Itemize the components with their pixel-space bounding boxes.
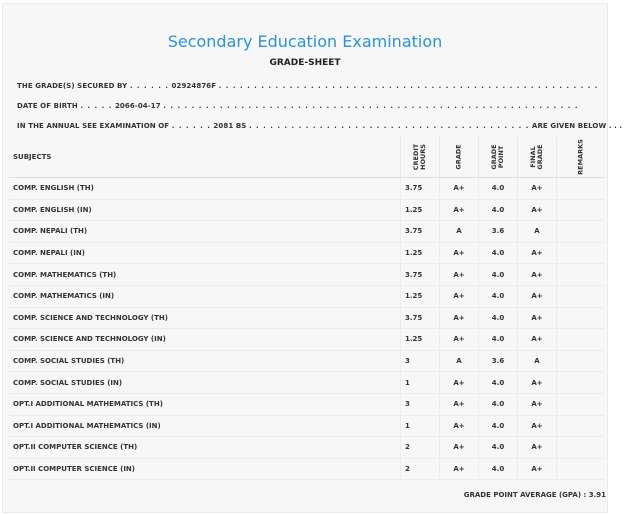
remarks-cell [557,350,606,372]
page-subtitle: GRADE-SHEET [269,58,341,68]
subject-cell: COMP. MATHEMATICS (IN) [9,285,401,307]
grade-point-cell: 4.0 [479,372,518,394]
exam-suffix: ARE GIVEN BELOW . . . [531,122,623,130]
grade-cell: A+ [440,264,479,286]
gpa-line [464,491,606,499]
credit-hours-cell: 3 [401,393,440,415]
table-header-row [9,137,605,178]
subject-cell: OPT.II COMPUTER SCIENCE (TH) [9,437,401,459]
grades-table [9,137,605,480]
final-grade-cell: A+ [518,393,557,415]
grade-point-cell: 4.0 [479,285,518,307]
remarks-cell [557,285,606,307]
table-row [9,329,605,351]
final-grade-cell: A [518,350,557,372]
grade-cell: A+ [440,285,479,307]
header-remarks: REMARKS [557,137,606,178]
remarks-cell [557,329,606,351]
exam-label: IN THE ANNUAL SEE EXAMINATION OF [17,122,170,130]
final-grade-cell: A+ [518,285,557,307]
table-row [9,372,605,394]
subject-cell: COMP. SOCIAL STUDIES (IN) [9,372,401,394]
credit-hours-cell: 1.25 [401,285,440,307]
remarks-cell [557,458,606,480]
final-grade-cell: A+ [518,242,557,264]
grade-point-cell: 3.6 [479,350,518,372]
secured-by-line [17,82,598,90]
table-row [9,221,605,243]
gpa-label: GRADE POINT AVERAGE (GPA) : [463,491,587,499]
date-of-birth: 2066-04-17 [114,102,161,110]
table-row [9,285,605,307]
dob-lead-dots: . . . . . [80,102,113,110]
final-grade-cell: A+ [518,307,557,329]
credit-hours-cell: 3.75 [401,221,440,243]
table-row [9,393,605,415]
final-grade-cell: A+ [518,264,557,286]
credit-hours-cell: 1 [401,372,440,394]
credit-hours-cell: 1.25 [401,329,440,351]
grade-cell: A+ [440,329,479,351]
table-row [9,178,605,200]
table-row [9,350,605,372]
header-grade: GRADE [440,137,479,178]
table-row [9,264,605,286]
subject-cell: COMP. SCIENCE AND TECHNOLOGY (TH) [9,307,401,329]
remarks-cell [557,415,606,437]
subject-cell: COMP. NEPALI (TH) [9,221,401,243]
credit-hours-cell: 1.25 [401,242,440,264]
grade-point-cell: 4.0 [479,458,518,480]
gpa-value: 3.91 [588,491,606,499]
page-title: Secondary Education Examination [167,32,443,51]
grade-point-cell: 4.0 [479,178,518,200]
table-row [9,307,605,329]
credit-hours-cell: 2 [401,437,440,459]
dob-line [17,102,579,110]
remarks-cell [557,178,606,200]
header-grade-point: GRADE POINT [479,137,518,178]
grade-point-cell: 4.0 [479,393,518,415]
secured-by-trail-dots: . . . . . . . . . . . . . . . . . . . . . . . . . . . . . . . . . . . . . . . . . . . . . . . . . . . . . . [218,82,599,90]
final-grade-cell: A+ [518,199,557,221]
subject-cell: OPT.I ADDITIONAL MATHEMATICS (IN) [9,415,401,437]
header-credit-hours: CREDIT HOURS [401,137,440,178]
exam-mid-dots: . . . . . . . . . . . . . . . . . . . . . . . . . . . . . . . . . . . . . . . . [248,122,530,130]
grade-point-cell: 4.0 [479,415,518,437]
subject-cell: COMP. SCIENCE AND TECHNOLOGY (IN) [9,329,401,351]
exam-lead-dots: . . . . . . [171,122,211,130]
secured-by-lead-dots: . . . . . . [129,82,169,90]
grade-point-cell: 3.6 [479,221,518,243]
secured-by-label: THE GRADE(S) SECURED BY [17,82,128,90]
symbol-number: 02924876F [171,82,217,90]
remarks-cell [557,199,606,221]
table-row [9,458,605,480]
final-grade-cell: A+ [518,437,557,459]
grade-point-cell: 4.0 [479,437,518,459]
remarks-cell [557,393,606,415]
exam-line [17,122,622,130]
remarks-cell [557,242,606,264]
grade-cell: A [440,221,479,243]
grade-point-cell: 4.0 [479,242,518,264]
remarks-cell [557,221,606,243]
grade-cell: A+ [440,178,479,200]
credit-hours-cell: 1 [401,415,440,437]
credit-hours-cell: 1.25 [401,199,440,221]
remarks-cell [557,264,606,286]
table-row [9,242,605,264]
table-row [9,415,605,437]
credit-hours-cell: 3.75 [401,264,440,286]
subject-cell: COMP. MATHEMATICS (TH) [9,264,401,286]
final-grade-cell: A+ [518,458,557,480]
header-subjects: SUBJECTS [9,137,401,178]
grade-cell: A+ [440,437,479,459]
header-final-grade: FINAL GRADE [518,137,557,178]
credit-hours-cell: 2 [401,458,440,480]
grade-cell: A+ [440,307,479,329]
final-grade-cell: A+ [518,178,557,200]
grade-point-cell: 4.0 [479,264,518,286]
subject-cell: COMP. ENGLISH (TH) [9,178,401,200]
grade-point-cell: 4.0 [479,199,518,221]
subject-cell: COMP. NEPALI (IN) [9,242,401,264]
subject-cell: OPT.II COMPUTER SCIENCE (IN) [9,458,401,480]
subject-cell: COMP. ENGLISH (IN) [9,199,401,221]
grade-cell: A+ [440,372,479,394]
dob-label: DATE OF BIRTH [17,102,78,110]
table-row [9,199,605,221]
final-grade-cell: A+ [518,372,557,394]
final-grade-cell: A [518,221,557,243]
grade-cell: A+ [440,393,479,415]
subject-cell: COMP. SOCIAL STUDIES (TH) [9,350,401,372]
dob-trail-dots: . . . . . . . . . . . . . . . . . . . . . . . . . . . . . . . . . . . . . . . . . . . . . . . . . . . . . . . . . . . [163,102,579,110]
grade-cell: A [440,350,479,372]
final-grade-cell: A+ [518,415,557,437]
exam-year: 2081 BS [213,122,247,130]
grade-cell: A+ [440,415,479,437]
grade-point-cell: 4.0 [479,307,518,329]
credit-hours-cell: 3.75 [401,178,440,200]
grade-cell: A+ [440,458,479,480]
grade-point-cell: 4.0 [479,329,518,351]
final-grade-cell: A+ [518,329,557,351]
remarks-cell [557,307,606,329]
remarks-cell [557,372,606,394]
credit-hours-cell: 3 [401,350,440,372]
credit-hours-cell: 3.75 [401,307,440,329]
grade-cell: A+ [440,242,479,264]
table-row [9,437,605,459]
subject-cell: OPT.I ADDITIONAL MATHEMATICS (TH) [9,393,401,415]
remarks-cell [557,437,606,459]
grade-cell: A+ [440,199,479,221]
